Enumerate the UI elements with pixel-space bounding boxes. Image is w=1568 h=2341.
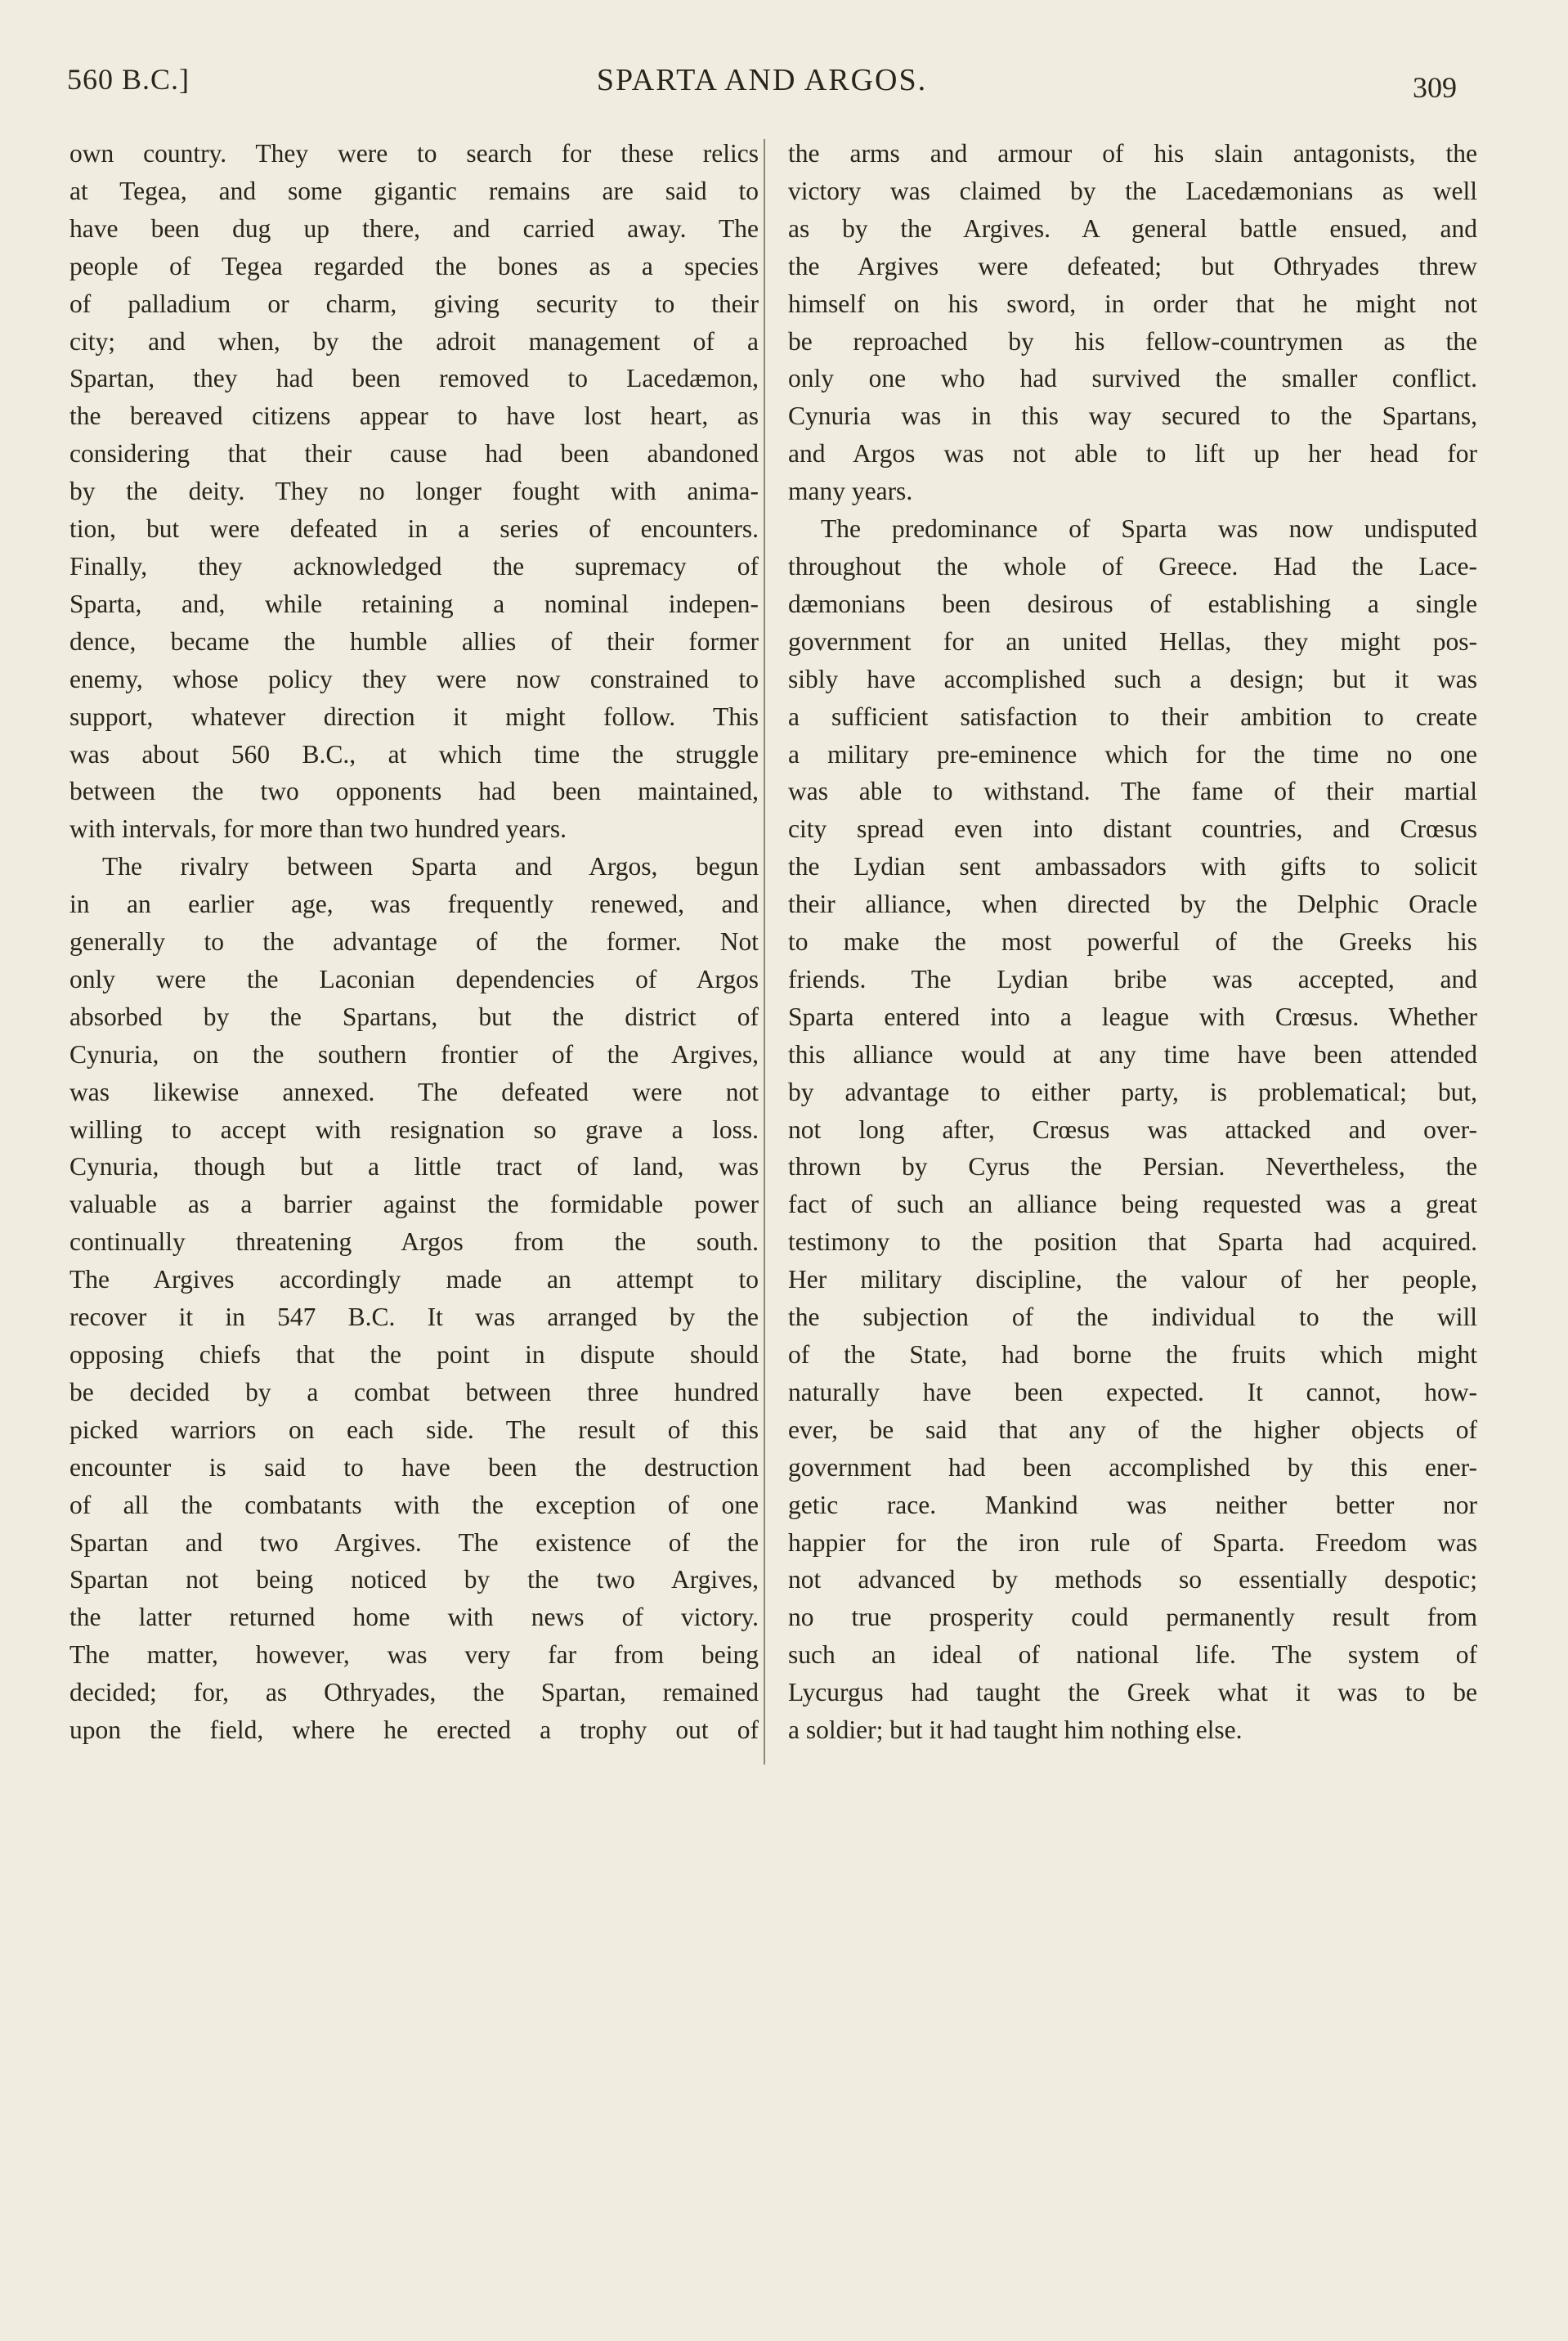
text-line: picked warriors on each side. The result of this <box>69 1415 759 1444</box>
text-line: of the State, had borne the fruits which might <box>788 1340 1477 1369</box>
text-line: The rivalry between Sparta and Argos, begun <box>102 852 759 881</box>
text-line: by the deity. They no longer fought with anima- <box>69 477 759 506</box>
text-line: absorbed by the Spartans, but the district of <box>69 1002 759 1031</box>
text-line: ever, be said that any of the higher objects of <box>788 1415 1477 1444</box>
text-line: continually threatening Argos from the south. <box>69 1227 759 1257</box>
header-title: SPARTA AND ARGOS. <box>596 63 928 97</box>
text-line: Sparta, and, while retaining a nominal indepen- <box>69 589 759 618</box>
text-line: people of Tegea regarded the bones as a species <box>69 251 759 280</box>
text-line: only one who had survived the smaller conflict. <box>788 364 1477 393</box>
text-line: Cynuria, on the southern frontier of the Argives, <box>69 1039 759 1069</box>
text-line: fact of such an alliance being requested was a great <box>788 1190 1477 1219</box>
text-line: have been dug up there, and carried away. The <box>69 213 759 243</box>
text-line: upon the field, where he erected a trophy out of <box>69 1715 759 1745</box>
text-line: happier for the iron rule of Sparta. Freedom was <box>788 1527 1477 1557</box>
text-line: a military pre-eminence which for the time no one <box>788 739 1477 769</box>
text-line: Lycurgus had taught the Greek what it was to be <box>788 1678 1477 1707</box>
text-line: to make the most powerful of the Greeks his <box>788 927 1477 957</box>
text-line: not advanced by methods so essentially despotic; <box>788 1565 1477 1594</box>
header-date: 560 B.C.] <box>67 63 190 96</box>
text-line: getic race. Mankind was neither better nor <box>788 1490 1477 1519</box>
text-line: throughout the whole of Greece. Had the Lace- <box>788 551 1477 581</box>
text-line: dæmonians been desirous of establishing a single <box>788 589 1477 618</box>
text-line: with intervals, for more than two hundred years. <box>69 814 567 844</box>
text-line: and Argos was not able to lift up her head for <box>788 439 1477 469</box>
text-line: their alliance, when directed by the Delphic Oracle <box>788 890 1477 919</box>
text-line: the latter returned home with news of victory. <box>69 1603 759 1632</box>
text-line: tion, but were defeated in a series of encounters. <box>69 514 759 544</box>
text-line: city; and when, by the adroit management of a <box>69 326 759 356</box>
text-line: no true prosperity could permanently result from <box>788 1603 1477 1632</box>
text-line: Spartan, they had been removed to Lacedæmon, <box>69 364 759 393</box>
text-line: Cynuria, though but a little tract of land, was <box>69 1152 759 1182</box>
text-line: the arms and armour of his slain antagonists, the <box>788 139 1477 168</box>
text-line: support, whatever direction it might follow. This <box>69 702 759 731</box>
text-line: The matter, however, was very far from being <box>69 1640 759 1670</box>
text-line: own country. They were to search for these relics <box>69 139 759 168</box>
right-column <box>788 135 1477 1749</box>
text-line: The Argives accordingly made an attempt to <box>69 1265 759 1294</box>
text-line: enemy, whose policy they were now constrained to <box>69 664 759 693</box>
text-line: Her military discipline, the valour of her people, <box>788 1265 1477 1294</box>
text-line: of all the combatants with the exception of one <box>69 1490 759 1519</box>
column-divider <box>764 139 765 1765</box>
text-line: valuable as a barrier against the formidable power <box>69 1190 759 1219</box>
text-line: be decided by a combat between three hundred <box>69 1377 759 1406</box>
text-line: Spartan and two Argives. The existence of the <box>69 1527 759 1557</box>
text-line: government had been accomplished by this ener- <box>788 1452 1477 1482</box>
text-line: victory was claimed by the Lacedæmonians as well <box>788 176 1477 205</box>
text-line: Cynuria was in this way secured to the Spartans, <box>788 401 1477 431</box>
text-line: the subjection of the individual to the will <box>788 1303 1477 1332</box>
left-column <box>69 135 759 1749</box>
text-line: considering that their cause had been abandoned <box>69 439 759 469</box>
running-header <box>67 62 1457 111</box>
text-line: was likewise annexed. The defeated were not <box>69 1077 759 1106</box>
text-line: was able to withstand. The fame of their martial <box>788 777 1477 806</box>
text-line: was about 560 B.C., at which time the struggle <box>69 739 759 769</box>
text-line: in an earlier age, was frequently renewed, and <box>69 890 759 919</box>
text-line: generally to the advantage of the former. Not <box>69 927 759 957</box>
text-line: The predominance of Sparta was now undisputed <box>821 514 1477 544</box>
text-line: friends. The Lydian bribe was accepted, and <box>788 964 1477 993</box>
text-line: be reproached by his fellow-countrymen as the <box>788 326 1477 356</box>
text-line: many years. <box>788 477 913 506</box>
text-line: a sufficient satisfaction to their ambition to create <box>788 702 1477 731</box>
text-line: decided; for, as Othryades, the Spartan, remained <box>69 1678 759 1707</box>
text-line: dence, became the humble allies of their former <box>69 626 759 656</box>
page-number: 309 <box>1413 71 1457 104</box>
text-line: Spartan not being noticed by the two Argives, <box>69 1565 759 1594</box>
text-line: as by the Argives. A general battle ensued, and <box>788 213 1477 243</box>
text-line: opposing chiefs that the point in dispute should <box>69 1340 759 1369</box>
text-line: Sparta entered into a league with Crœsus. Whether <box>788 1002 1477 1031</box>
text-line: recover it in 547 B.C. It was arranged by the <box>69 1303 759 1332</box>
text-line: between the two opponents had been maintained, <box>69 777 759 806</box>
text-line: encounter is said to have been the destruction <box>69 1452 759 1482</box>
text-line: only were the Laconian dependencies of Argos <box>69 964 759 993</box>
text-line: of palladium or charm, giving security to their <box>69 289 759 318</box>
text-line: thrown by Cyrus the Persian. Nevertheless, the <box>788 1152 1477 1182</box>
text-line: city spread even into distant countries, and Crœsus <box>788 814 1477 844</box>
text-line: the bereaved citizens appear to have lost heart, as <box>69 401 759 431</box>
text-line: this alliance would at any time have been attended <box>788 1039 1477 1069</box>
text-line: willing to accept with resignation so grave a loss. <box>69 1114 759 1144</box>
text-line: himself on his sword, in order that he might not <box>788 289 1477 318</box>
text-line: by advantage to either party, is problematical; but, <box>788 1077 1477 1106</box>
text-line: a soldier; but it had taught him nothing else. <box>788 1715 1243 1745</box>
text-line: naturally have been expected. It cannot, how- <box>788 1377 1477 1406</box>
text-line: at Tegea, and some gigantic remains are said to <box>69 176 759 205</box>
text-line: government for an united Hellas, they might pos- <box>788 626 1477 656</box>
text-line: testimony to the position that Sparta had acquired. <box>788 1227 1477 1257</box>
text-line: the Argives were defeated; but Othryades threw <box>788 251 1477 280</box>
text-line: Finally, they acknowledged the supremacy of <box>69 551 759 581</box>
text-line: such an ideal of national life. The system of <box>788 1640 1477 1670</box>
text-line: sibly have accomplished such a design; but it was <box>788 664 1477 693</box>
text-line: not long after, Crœsus was attacked and over- <box>788 1114 1477 1144</box>
text-line: the Lydian sent ambassadors with gifts to solicit <box>788 852 1477 881</box>
